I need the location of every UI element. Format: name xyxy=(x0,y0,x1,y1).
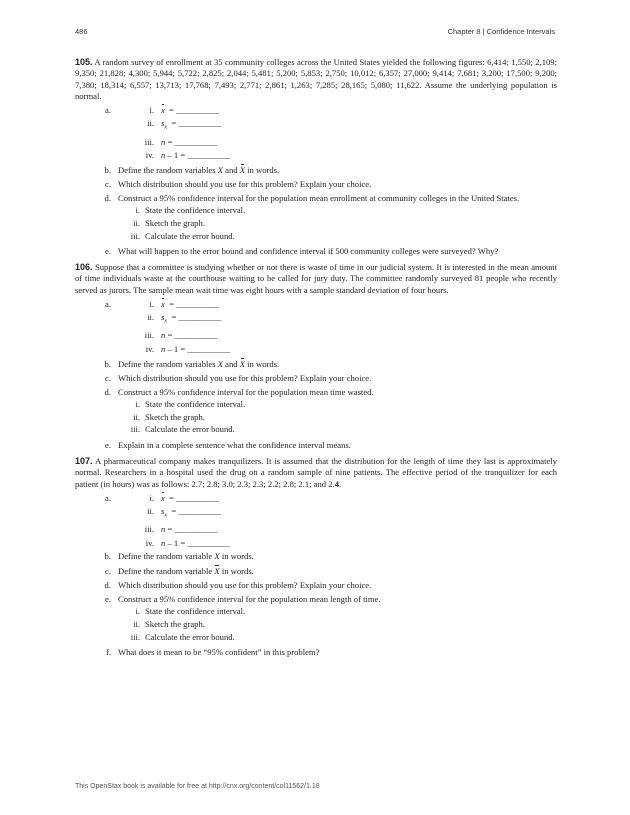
part-a-iv: iv. n – 1 = __________ xyxy=(145,537,231,548)
x-bar-symbol: x xyxy=(161,299,165,310)
problem-number: 107. xyxy=(75,456,93,467)
part-d-sub: ii. Sketch the graph. xyxy=(133,411,205,422)
x-bar-symbol: X xyxy=(239,165,245,176)
part-a-i: a. i. x = __________ xyxy=(105,299,220,310)
part-e-sub: ii. Sketch the graph. xyxy=(133,618,205,629)
x-bar-symbol: X xyxy=(214,566,220,577)
part-a-iv: iv. n – 1 = __________ xyxy=(145,149,231,160)
part-e-sub: iii. Calculate the error bound. xyxy=(130,631,235,642)
part-a-iii: iii. n = __________ xyxy=(144,330,218,341)
problem-107 xyxy=(75,456,557,658)
part-e: e. What will happen to the error bound and confidence interval if 500 community colleges were surveyed? Why? xyxy=(105,245,499,256)
part-b: b. Define the random variables X and X in words. xyxy=(104,358,280,369)
part-d-sub: ii. Sketch the graph. xyxy=(133,217,205,228)
part-b: b. Define the random variables X and X in words. xyxy=(104,165,280,176)
problem-intro: 105. A random survey of enrollment at 35 community colleges across the United States yielded the following figures: 6,414; 1,550; 2,109; 9,350; 21,828; 4,300; 5,944; 5,722; 2,825; 2,044; 5,481; 5,200; 5,853; 2,750; 10,012; 6,357; 27,000; 9,414; 7,681; 3,200; 17,500; 9,200; 7,380; 18,314; 6,557; 13,713; 17,768; 7,493; 2,771; 2,861; 1,263; 7,285; 28,165; 5,080; 11,622. Assume the underlying population is normal. xyxy=(75,57,557,101)
problem-105 xyxy=(75,57,557,257)
part-b: b. Define the random variable X in words. xyxy=(104,550,254,561)
problem-number: 105. xyxy=(75,57,93,67)
footer-text: This OpenStax book is available for free at http://cnx.org/content/col11562/1.18 xyxy=(75,783,320,790)
x-bar-symbol: X xyxy=(239,358,245,369)
part-d: d. Construct a 95% confidence interval for the population mean time wasted. xyxy=(104,386,374,397)
part-a-iv: iv. n – 1 = __________ xyxy=(145,343,231,354)
part-e-sub: i. State the confidence interval. xyxy=(135,606,246,617)
part-a-i: a. i. x = __________ xyxy=(105,492,220,503)
part-f: f. What does it mean to be “95% confident” in this problem? xyxy=(105,646,320,657)
part-c: c. Which distribution should you use for this problem? Explain your choice. xyxy=(105,178,372,189)
problem-106 xyxy=(75,262,557,451)
chapter-title: Chapter 8 | Confidence Intervals xyxy=(447,27,555,36)
part-a-ii: ii. $s_x$ = __________ xyxy=(147,312,222,326)
part-d-sub: iii. Calculate the error bound. xyxy=(130,424,235,435)
part-d-sub: iii. Calculate the error bound. xyxy=(130,230,235,241)
part-a-ii: ii. $s_x$ = __________ xyxy=(147,506,222,519)
part-e: e. Explain in a complete sentence what the confidence interval means. xyxy=(105,439,351,450)
problem-intro: 106. Suppose that a committee is studying whether or not there is waste of time in our judicial system. It is interested in the mean amount of time individuals waste at the courthouse waiting to be called for jury duty. The committee randomly surveyed 81 people who recently served as jurors. The sample mean wait time was eight hours with a sample standard deviation of four hours. xyxy=(75,262,557,295)
part-c: c. Which distribution should you use for this problem? Explain your choice. xyxy=(105,372,372,383)
x-bar-symbol: x xyxy=(161,105,165,116)
part-e: e. Construct a 95% confidence interval for the population mean length of time. xyxy=(105,593,381,604)
page-number: 486 xyxy=(75,27,88,36)
part-a-iii: iii. n = __________ xyxy=(144,524,218,535)
part-d-sub: i. State the confidence interval. xyxy=(135,398,246,409)
page-content xyxy=(75,57,557,663)
part-a-iii: iii. n = __________ xyxy=(144,136,218,147)
problem-number: 106. xyxy=(75,262,93,273)
part-a-i: a. i. x = __________ xyxy=(105,105,220,116)
part-d: d. Construct a 95% confidence interval for the population mean enrollment at community colleges in the United States. xyxy=(104,192,520,203)
problem-intro: 107. A pharmaceutical company makes tranquilizers. It is assumed that the distribution for the length of time they last is approximately normal. Researchers in a hospital used the drug on a random sample of nine patients. The effective period of the tranquilizer for each patient (in hours) was as follows: 2.7; 2.8; 3.0; 2.3; 2.3; 2.2; 2.8; 2.1; and 2.4. xyxy=(75,456,557,489)
x-bar-symbol: x xyxy=(161,492,165,503)
part-d-sub: i. State the confidence interval. xyxy=(135,204,246,215)
part-c: c. Define the random variable X in words. xyxy=(105,566,254,577)
part-a-ii: ii. $s_x$ = __________ xyxy=(147,118,222,132)
part-d: d. Which distribution should you use for this problem? Explain your choice. xyxy=(104,579,372,590)
